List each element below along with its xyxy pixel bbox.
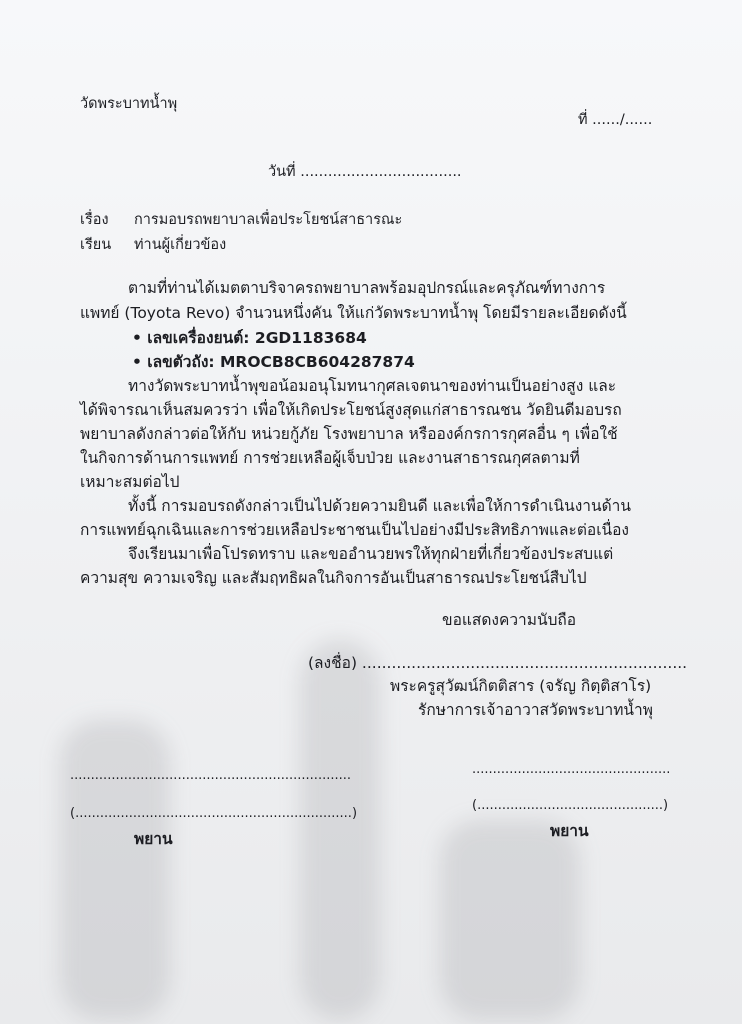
witness-left-name-line: (...................................................................) (70, 806, 358, 821)
recipient-text: ท่านผู้เกี่ยวข้อง (134, 237, 227, 253)
body-line: เหมาะสมต่อไป (80, 473, 180, 491)
chassis-number: • เลขตัวถัง: MROCB8CB604287874 (132, 353, 415, 371)
paper-shadow (440, 820, 580, 1020)
body-line: ได้พิจารณาเห็นสมควรว่า เพื่อให้เกิดประโยชน์สูงสุดแก่สาธารณชน วัดยินดีมอบรถ (80, 401, 622, 419)
temple-name: วัดพระบาทน้ำพุ (80, 96, 178, 112)
body-line: ทั้งนี้ การมอบรถดังกล่าวเป็นไปด้วยความยินดี และเพื่อให้การดำเนินงานด้าน (128, 497, 631, 515)
witness-right-signature-line: ................................................ (472, 762, 671, 777)
witness-left-label: พยาน (134, 830, 173, 848)
body-line: แพทย์ (Toyota Revo) จำนวนหนึ่งคัน ให้แก่วัดพระบาทน้ำพุ โดยมีรายละเอียดดังนี้ (80, 304, 627, 322)
closing-text: ขอแสดงความนับถือ (442, 611, 577, 629)
subject-label: เรื่อง (80, 212, 109, 228)
body-line: จึงเรียนมาเพื่อโปรดทราบ และขออำนวยพรให้ทุกฝ่ายที่เกี่ยวข้องประสบแต่ (128, 545, 614, 563)
body-line: พยาบาลดังกล่าวต่อให้กับ หน่วยกู้ภัย โรงพยาบาล หรือองค์กรการกุศลอื่น ๆ เพื่อใช้ (80, 425, 618, 443)
witness-right-label: พยาน (550, 822, 589, 840)
signatory-title: รักษาการเจ้าอาวาสวัดพระบาทน้ำพุ (418, 701, 653, 719)
signatory-name: พระครูสุวัฒน์กิตติสาร (จรัญ กิตฺติสาโร) (390, 677, 652, 695)
date-line: วันที่ ................................... (268, 164, 462, 180)
subject-text: การมอบรถพยาบาลเพื่อประโยชน์สาธารณะ (134, 212, 403, 228)
body-line: ความสุข ความเจริญ และสัมฤทธิผลในกิจการอันเป็นสาธารณประโยชน์สืบไป (80, 569, 587, 587)
witness-right-name-line: (.............................................) (472, 798, 669, 813)
paper-shadow (300, 640, 380, 1020)
reference-number: ที่ ....../...... (578, 112, 653, 128)
body-line: ในกิจการด้านการแพทย์ การช่วยเหลือผู้เจ็บป่วย และงานสาธารณกุศลตามที่ (80, 449, 580, 467)
engine-number: • เลขเครื่องยนต์: 2GD1183684 (132, 329, 367, 347)
witness-left-signature-line: .................................................................... (70, 768, 351, 783)
body-line: ตามที่ท่านได้เมตตาบริจาครถพยาบาลพร้อมอุปกรณ์และครุภัณฑ์ทางการ (128, 279, 606, 297)
signature-line: (ลงชื่อ) .................................................................. (308, 654, 688, 672)
paper-shadow (60, 720, 170, 1020)
body-line: การแพทย์ฉุกเฉินและการช่วยเหลือประชาชนเป็นไปอย่างมีประสิทธิภาพและต่อเนื่อง (80, 521, 629, 539)
recipient-label: เรียน (80, 237, 112, 253)
body-line: ทางวัดพระบาทน้ำพุขอน้อมอนุโมทนากุศลเจตนาของท่านเป็นอย่างสูง และ (128, 377, 617, 395)
